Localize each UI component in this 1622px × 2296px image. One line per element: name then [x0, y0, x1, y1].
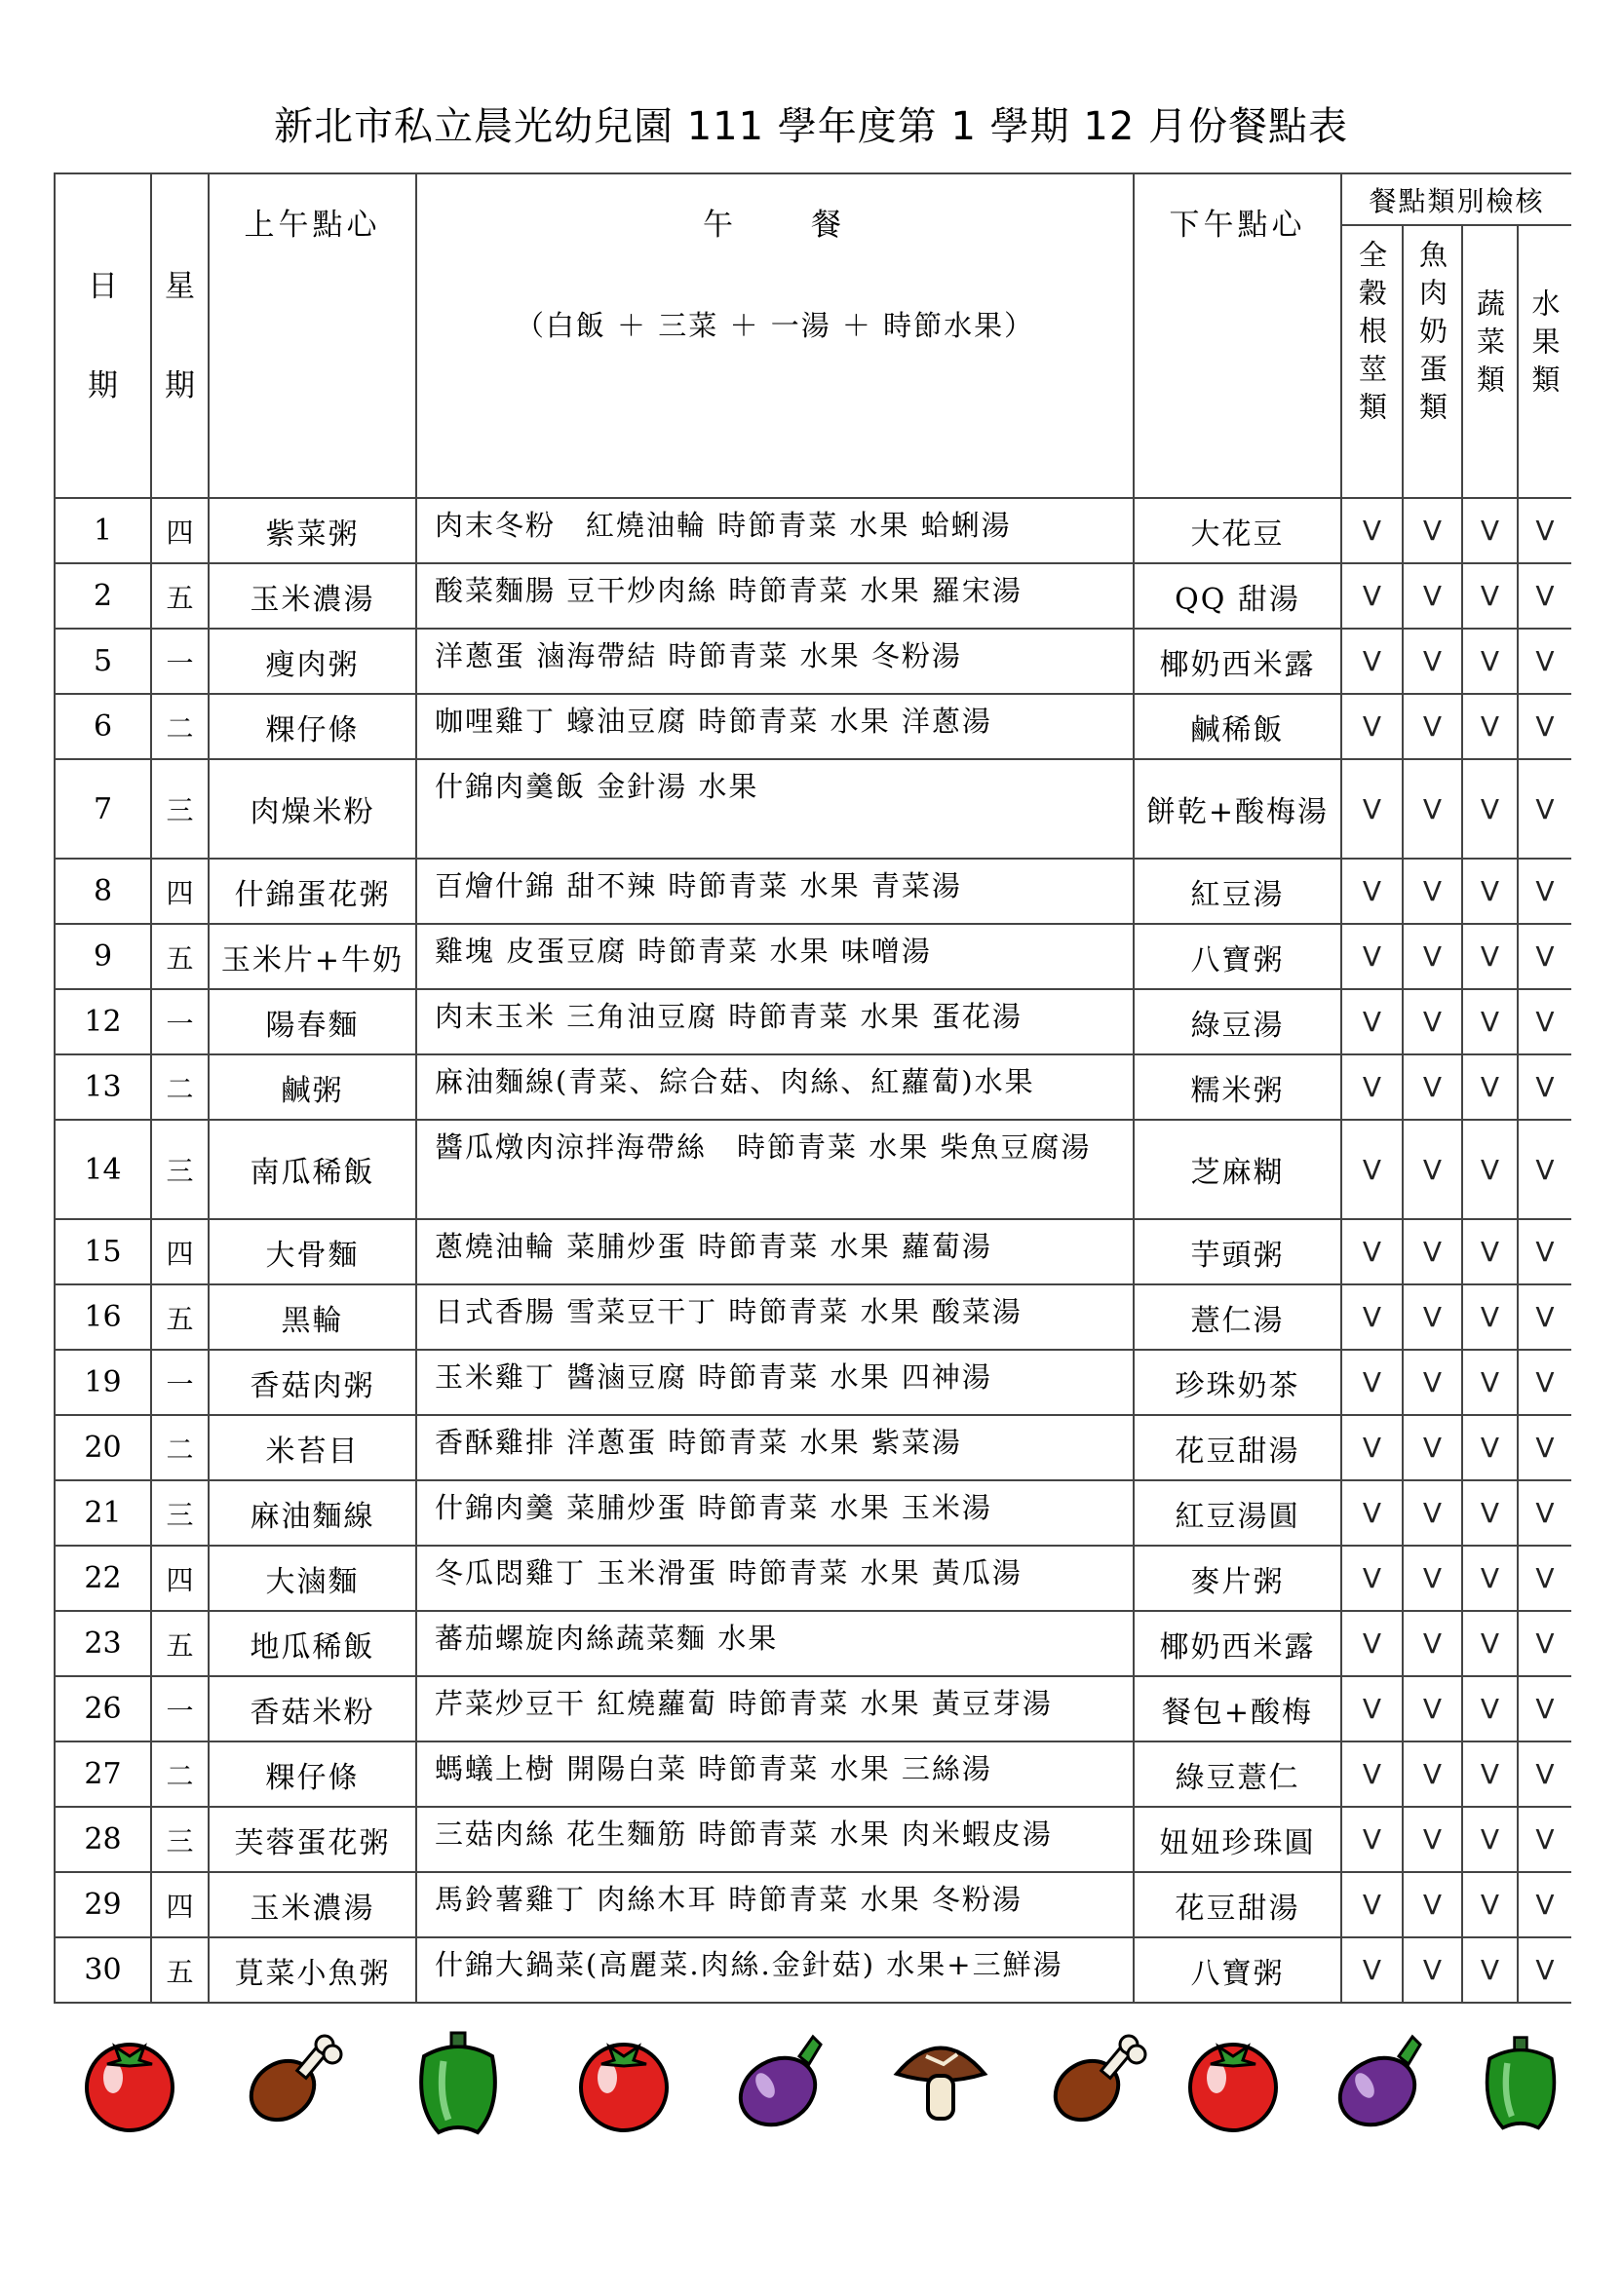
- pepper-icon: [405, 2027, 512, 2139]
- am-snack-cell: 地瓜稀飯: [209, 1611, 416, 1676]
- check-mark-cell: V: [1462, 1872, 1518, 1937]
- date-cell: 15: [55, 1219, 151, 1284]
- tomato-icon: [570, 2027, 677, 2134]
- check-mark-cell: V: [1462, 924, 1518, 989]
- pm-snack-header: 下午點心: [1134, 173, 1341, 498]
- check-mark-cell: V: [1462, 1120, 1518, 1219]
- lunch-cell: 肉末玉米 三角油豆腐 時節青菜 水果 蛋花湯: [416, 989, 1134, 1054]
- check-mark-cell: V: [1403, 563, 1462, 629]
- lunch-cell: 玉米雞丁 醬滷豆腐 時節青菜 水果 四神湯: [416, 1350, 1134, 1415]
- menu-row: [55, 1741, 1571, 1807]
- check-mark-cell: V: [1462, 1480, 1518, 1546]
- check-mark-cell: V: [1518, 1741, 1571, 1807]
- weekday-cell: 一: [151, 1350, 209, 1415]
- check-mark-cell: V: [1518, 1480, 1571, 1546]
- check-mark-cell: V: [1462, 1054, 1518, 1120]
- check-mark-cell: V: [1341, 1676, 1403, 1741]
- weekday-cell: 三: [151, 1480, 209, 1546]
- menu-row: [55, 924, 1571, 989]
- lunch-cell: 醬瓜燉肉涼拌海帶絲 時節青菜 水果 柴魚豆腐湯: [416, 1120, 1134, 1219]
- menu-row: [55, 1872, 1571, 1937]
- menu-row: [55, 1807, 1571, 1872]
- pm-snack-cell: 妞妞珍珠圓: [1134, 1807, 1341, 1872]
- pm-snack-cell: 大花豆: [1134, 498, 1341, 563]
- date-cell: 21: [55, 1480, 151, 1546]
- menu-row: [55, 1350, 1571, 1415]
- am-snack-cell: 米苔目: [209, 1415, 416, 1480]
- weekday-cell: 五: [151, 924, 209, 989]
- am-snack-cell: 什錦蛋花粥: [209, 859, 416, 924]
- weekday-cell: 四: [151, 859, 209, 924]
- am-snack-cell: 大骨麵: [209, 1219, 416, 1284]
- menu-row: [55, 1054, 1571, 1120]
- check-mark-cell: V: [1341, 859, 1403, 924]
- check-mark-cell: V: [1403, 924, 1462, 989]
- date-cell: 28: [55, 1807, 151, 1872]
- lunch-cell: 麻油麵線(青菜、綜合菇、肉絲、紅蘿蔔)水果: [416, 1054, 1134, 1120]
- lunch-cell: 什錦大鍋菜(高麗菜.肉絲.金針菇) 水果+三鮮湯: [416, 1937, 1134, 2003]
- check-mark-cell: V: [1341, 1480, 1403, 1546]
- check-mark-cell: V: [1518, 859, 1571, 924]
- weekday-cell: 三: [151, 1120, 209, 1219]
- check-mark-cell: V: [1403, 1350, 1462, 1415]
- menu-row: [55, 1219, 1571, 1284]
- lunch-header-note: （白飯 ＋ 三菜 ＋ 一湯 ＋ 時節水果）: [515, 309, 1035, 342]
- date-cell: 9: [55, 924, 151, 989]
- check-mark-cell: V: [1403, 1054, 1462, 1120]
- menu-row: [55, 1120, 1571, 1219]
- check-mark-cell: V: [1518, 1937, 1571, 2003]
- lunch-cell: 肉末冬粉 紅燒油輪 時節青菜 水果 蛤蜊湯: [416, 498, 1134, 563]
- date-cell: 6: [55, 694, 151, 759]
- pm-snack-cell: 紅豆湯圓: [1134, 1480, 1341, 1546]
- date-cell: 22: [55, 1546, 151, 1611]
- check-mark-cell: V: [1341, 759, 1403, 859]
- pm-snack-cell: 花豆甜湯: [1134, 1415, 1341, 1480]
- check-mark-cell: V: [1518, 563, 1571, 629]
- mushroom-icon: [887, 2027, 994, 2134]
- menu-row: [55, 1480, 1571, 1546]
- lunch-cell: 酸菜麵腸 豆干炒肉絲 時節青菜 水果 羅宋湯: [416, 563, 1134, 629]
- date-cell: 20: [55, 1415, 151, 1480]
- check-mark-cell: V: [1403, 1872, 1462, 1937]
- check-mark-cell: V: [1518, 1219, 1571, 1284]
- am-snack-cell: 紫菜粥: [209, 498, 416, 563]
- eggplant-icon: [1331, 2027, 1438, 2134]
- check-mark-cell: V: [1462, 989, 1518, 1054]
- date-cell: 12: [55, 989, 151, 1054]
- check-mark-cell: V: [1462, 1741, 1518, 1807]
- pm-snack-cell: 鹹稀飯: [1134, 694, 1341, 759]
- lunch-cell: 芹菜炒豆干 紅燒蘿蔔 時節青菜 水果 黃豆芽湯: [416, 1676, 1134, 1741]
- menu-row: [55, 759, 1571, 859]
- lunch-cell: 洋蔥蛋 滷海帶結 時節青菜 水果 冬粉湯: [416, 629, 1134, 694]
- weekday-header-top: 星: [165, 268, 195, 304]
- weekday-header: [151, 173, 209, 498]
- lunch-cell: 蕃茄螺旋肉絲蔬菜麵 水果: [416, 1611, 1134, 1676]
- check-mark-cell: V: [1403, 629, 1462, 694]
- menu-row: [55, 694, 1571, 759]
- weekday-cell: 二: [151, 1741, 209, 1807]
- menu-row: [55, 1676, 1571, 1741]
- lunch-cell: 香酥雞排 洋蔥蛋 時節青菜 水果 紫菜湯: [416, 1415, 1134, 1480]
- am-snack-cell: 玉米片+牛奶: [209, 924, 416, 989]
- check-mark-cell: V: [1403, 1480, 1462, 1546]
- menu-row: [55, 563, 1571, 629]
- am-snack-cell: 麻油麵線: [209, 1480, 416, 1546]
- lunch-header-title: 午 餐: [703, 208, 847, 243]
- check-col-fruits: [1518, 225, 1571, 498]
- check-mark-cell: V: [1462, 1611, 1518, 1676]
- date-header-bottom: 期: [88, 367, 118, 403]
- lunch-cell: 什錦肉羹 菜脯炒蛋 時節青菜 水果 玉米湯: [416, 1480, 1134, 1546]
- menu-row: [55, 1937, 1571, 2003]
- weekday-cell: 四: [151, 498, 209, 563]
- menu-row: [55, 989, 1571, 1054]
- date-cell: 13: [55, 1054, 151, 1120]
- check-mark-cell: V: [1341, 1415, 1403, 1480]
- check-mark-cell: V: [1462, 759, 1518, 859]
- weekday-cell: 二: [151, 1415, 209, 1480]
- pm-snack-cell: 餅乾+酸梅湯: [1134, 759, 1341, 859]
- pm-snack-cell: 椰奶西米露: [1134, 629, 1341, 694]
- date-cell: 8: [55, 859, 151, 924]
- check-mark-cell: V: [1518, 1284, 1571, 1350]
- date-header: [55, 173, 151, 498]
- menu-row: [55, 859, 1571, 924]
- check-mark-cell: V: [1341, 629, 1403, 694]
- am-snack-cell: 陽春麵: [209, 989, 416, 1054]
- check-mark-cell: V: [1403, 1741, 1462, 1807]
- weekday-cell: 二: [151, 694, 209, 759]
- menu-row: [55, 1415, 1571, 1480]
- pm-snack-cell: 綠豆湯: [1134, 989, 1341, 1054]
- weekday-cell: 五: [151, 563, 209, 629]
- check-mark-cell: V: [1403, 498, 1462, 563]
- am-snack-cell: 芙蓉蛋花粥: [209, 1807, 416, 1872]
- check-mark-cell: V: [1462, 1807, 1518, 1872]
- check-mark-cell: V: [1518, 989, 1571, 1054]
- check-mark-cell: V: [1462, 1546, 1518, 1611]
- tomato-icon: [1179, 2027, 1287, 2134]
- check-mark-cell: V: [1403, 989, 1462, 1054]
- check-mark-cell: V: [1518, 1054, 1571, 1120]
- check-mark-cell: V: [1518, 1350, 1571, 1415]
- check-mark-cell: V: [1518, 1546, 1571, 1611]
- check-col-fruits-label: 水果類: [1527, 288, 1562, 402]
- page-title: 新北市私立晨光幼兒園 111 學年度第 1 學期 12 月份餐點表: [274, 104, 1348, 149]
- check-mark-cell: V: [1518, 1676, 1571, 1741]
- pm-snack-cell: 綠豆薏仁: [1134, 1741, 1341, 1807]
- am-snack-cell: 大滷麵: [209, 1546, 416, 1611]
- am-snack-cell: 鹹粥: [209, 1054, 416, 1120]
- check-mark-cell: V: [1403, 1937, 1462, 2003]
- lunch-cell: 雞塊 皮蛋豆腐 時節青菜 水果 味噌湯: [416, 924, 1134, 989]
- date-cell: 16: [55, 1284, 151, 1350]
- check-mark-cell: V: [1341, 1611, 1403, 1676]
- date-cell: 5: [55, 629, 151, 694]
- pm-snack-cell: 麥片粥: [1134, 1546, 1341, 1611]
- check-mark-cell: V: [1403, 1807, 1462, 1872]
- am-snack-cell: 莧菜小魚粥: [209, 1937, 416, 2003]
- check-mark-cell: V: [1518, 1872, 1571, 1937]
- check-mark-cell: V: [1462, 1219, 1518, 1284]
- tomato-icon: [76, 2027, 183, 2134]
- check-mark-cell: V: [1341, 563, 1403, 629]
- date-cell: 19: [55, 1350, 151, 1415]
- check-mark-cell: V: [1462, 1937, 1518, 2003]
- pm-snack-cell: 八寶粥: [1134, 924, 1341, 989]
- am-snack-cell: 玉米濃湯: [209, 563, 416, 629]
- weekday-cell: 四: [151, 1219, 209, 1284]
- pepper-icon: [1472, 2027, 1569, 2139]
- check-col-grains: [1341, 225, 1403, 498]
- menu-row: [55, 1284, 1571, 1350]
- check-mark-cell: V: [1518, 498, 1571, 563]
- check-mark-cell: V: [1462, 1350, 1518, 1415]
- weekday-cell: 一: [151, 1676, 209, 1741]
- pm-snack-cell: 芝麻糊: [1134, 1120, 1341, 1219]
- eggplant-icon: [731, 2027, 838, 2134]
- am-snack-cell: 玉米濃湯: [209, 1872, 416, 1937]
- weekday-header-bottom: 期: [165, 367, 195, 403]
- check-mark-cell: V: [1403, 1219, 1462, 1284]
- menu-row: [55, 498, 1571, 563]
- check-mark-cell: V: [1518, 1611, 1571, 1676]
- check-mark-cell: V: [1462, 1415, 1518, 1480]
- am-snack-cell: 南瓜稀飯: [209, 1120, 416, 1219]
- pm-snack-cell: 芋頭粥: [1134, 1219, 1341, 1284]
- weekday-cell: 五: [151, 1611, 209, 1676]
- date-cell: 29: [55, 1872, 151, 1937]
- check-mark-cell: V: [1341, 498, 1403, 563]
- check-mark-cell: V: [1518, 924, 1571, 989]
- check-mark-cell: V: [1462, 1284, 1518, 1350]
- weekday-cell: 五: [151, 1284, 209, 1350]
- drumstick-icon: [239, 2027, 346, 2134]
- check-col-protein: [1403, 225, 1462, 498]
- check-mark-cell: V: [1462, 694, 1518, 759]
- am-snack-cell: 香菇米粉: [209, 1676, 416, 1741]
- weekday-cell: 四: [151, 1872, 209, 1937]
- check-mark-cell: V: [1403, 694, 1462, 759]
- check-mark-cell: V: [1462, 1676, 1518, 1741]
- check-mark-cell: V: [1403, 859, 1462, 924]
- check-mark-cell: V: [1462, 563, 1518, 629]
- pm-snack-cell: 椰奶西米露: [1134, 1611, 1341, 1676]
- check-mark-cell: V: [1518, 1120, 1571, 1219]
- check-mark-cell: V: [1341, 1284, 1403, 1350]
- am-snack-cell: 瘦肉粥: [209, 629, 416, 694]
- check-group-header: 餐點類別檢核: [1341, 173, 1571, 225]
- check-mark-cell: V: [1403, 1120, 1462, 1219]
- pm-snack-cell: 糯米粥: [1134, 1054, 1341, 1120]
- check-mark-cell: V: [1403, 1676, 1462, 1741]
- pm-snack-cell: 餐包+酸梅: [1134, 1676, 1341, 1741]
- am-snack-cell: 肉燥米粉: [209, 759, 416, 859]
- pm-snack-cell: 薏仁湯: [1134, 1284, 1341, 1350]
- pm-snack-cell: 八寶粥: [1134, 1937, 1341, 2003]
- check-mark-cell: V: [1403, 759, 1462, 859]
- check-mark-cell: V: [1462, 498, 1518, 563]
- check-mark-cell: V: [1403, 1611, 1462, 1676]
- lunch-cell: 螞蟻上樹 開陽白菜 時節青菜 水果 三絲湯: [416, 1741, 1134, 1807]
- date-header-top: 日: [88, 268, 118, 304]
- check-mark-cell: V: [1403, 1284, 1462, 1350]
- menu-row: [55, 629, 1571, 694]
- check-mark-cell: V: [1462, 859, 1518, 924]
- check-mark-cell: V: [1341, 924, 1403, 989]
- am-snack-header: 上午點心: [209, 173, 416, 498]
- check-mark-cell: V: [1341, 1546, 1403, 1611]
- lunch-cell: 什錦肉羹飯 金針湯 水果: [416, 759, 1134, 859]
- menu-row: [55, 1611, 1571, 1676]
- weekday-cell: 一: [151, 629, 209, 694]
- check-mark-cell: V: [1341, 1741, 1403, 1807]
- check-mark-cell: V: [1403, 1415, 1462, 1480]
- check-mark-cell: V: [1518, 759, 1571, 859]
- check-col-vegetables: [1462, 225, 1518, 498]
- check-col-protein-label: 魚肉奶蛋類: [1415, 240, 1448, 430]
- date-cell: 1: [55, 498, 151, 563]
- date-cell: 2: [55, 563, 151, 629]
- weekday-cell: 五: [151, 1937, 209, 2003]
- check-mark-cell: V: [1341, 989, 1403, 1054]
- pm-snack-cell: 珍珠奶茶: [1134, 1350, 1341, 1415]
- lunch-cell: 咖哩雞丁 蠔油豆腐 時節青菜 水果 洋蔥湯: [416, 694, 1134, 759]
- check-mark-cell: V: [1341, 1350, 1403, 1415]
- check-mark-cell: V: [1341, 1807, 1403, 1872]
- pm-snack-cell: 紅豆湯: [1134, 859, 1341, 924]
- date-cell: 27: [55, 1741, 151, 1807]
- pm-snack-cell: QQ 甜湯: [1134, 563, 1341, 629]
- menu-row: [55, 1546, 1571, 1611]
- weekday-cell: 四: [151, 1546, 209, 1611]
- am-snack-cell: 香菇肉粥: [209, 1350, 416, 1415]
- check-mark-cell: V: [1341, 694, 1403, 759]
- check-col-grains-label: 全穀根莖類: [1355, 240, 1388, 430]
- am-snack-cell: 黑輪: [209, 1284, 416, 1350]
- pm-snack-cell: 花豆甜湯: [1134, 1872, 1341, 1937]
- check-mark-cell: V: [1518, 1807, 1571, 1872]
- check-col-vegetables-label: 蔬菜類: [1473, 288, 1506, 402]
- lunch-cell: 百燴什錦 甜不辣 時節青菜 水果 青菜湯: [416, 859, 1134, 924]
- weekday-cell: 二: [151, 1054, 209, 1120]
- check-mark-cell: V: [1341, 1219, 1403, 1284]
- check-mark-cell: V: [1403, 1546, 1462, 1611]
- date-cell: 14: [55, 1120, 151, 1219]
- menu-table: [54, 172, 1571, 2004]
- weekday-cell: 三: [151, 1807, 209, 1872]
- weekday-cell: 三: [151, 759, 209, 859]
- am-snack-cell: 粿仔條: [209, 694, 416, 759]
- weekday-cell: 一: [151, 989, 209, 1054]
- check-mark-cell: V: [1518, 629, 1571, 694]
- lunch-cell: 日式香腸 雪菜豆干丁 時節青菜 水果 酸菜湯: [416, 1284, 1134, 1350]
- date-cell: 26: [55, 1676, 151, 1741]
- check-mark-cell: V: [1341, 1120, 1403, 1219]
- drumstick-icon: [1043, 2027, 1150, 2134]
- check-mark-cell: V: [1341, 1054, 1403, 1120]
- check-mark-cell: V: [1518, 1415, 1571, 1480]
- check-mark-cell: V: [1341, 1937, 1403, 2003]
- date-cell: 30: [55, 1937, 151, 2003]
- check-mark-cell: V: [1462, 629, 1518, 694]
- food-icons-strip: [68, 2027, 1569, 2144]
- lunch-cell: 冬瓜悶雞丁 玉米滑蛋 時節青菜 水果 黃瓜湯: [416, 1546, 1134, 1611]
- lunch-header: [416, 173, 1134, 498]
- lunch-cell: 三菇肉絲 花生麵筋 時節青菜 水果 肉米蝦皮湯: [416, 1807, 1134, 1872]
- lunch-cell: 蔥燒油輪 菜脯炒蛋 時節青菜 水果 蘿蔔湯: [416, 1219, 1134, 1284]
- lunch-cell: 馬鈴薯雞丁 肉絲木耳 時節青菜 水果 冬粉湯: [416, 1872, 1134, 1937]
- check-mark-cell: V: [1518, 694, 1571, 759]
- check-mark-cell: V: [1341, 1872, 1403, 1937]
- am-snack-cell: 粿仔條: [209, 1741, 416, 1807]
- date-cell: 23: [55, 1611, 151, 1676]
- date-cell: 7: [55, 759, 151, 859]
